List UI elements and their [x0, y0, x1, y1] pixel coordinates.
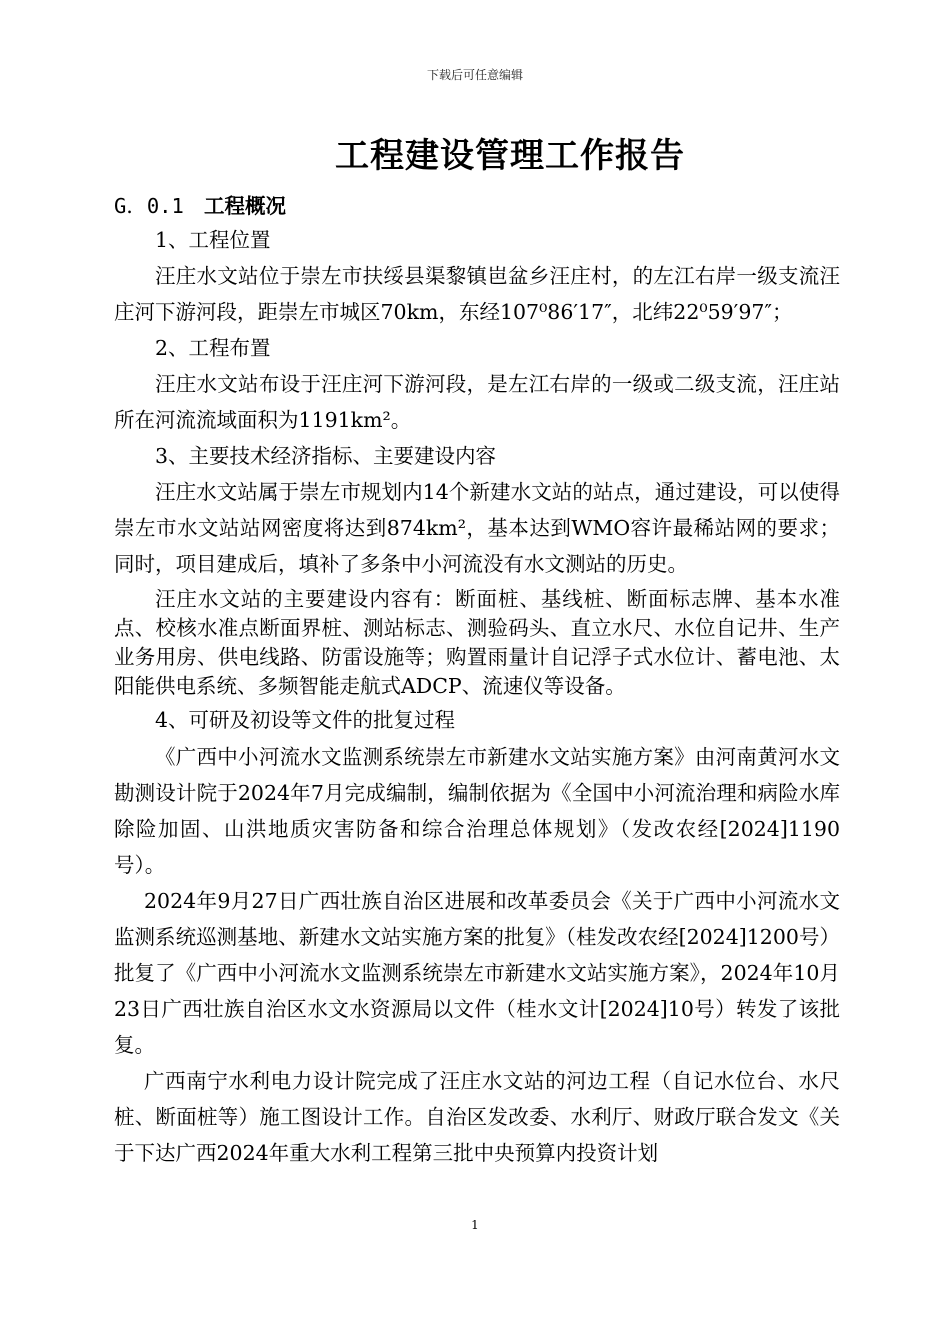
page-header: 下载后可任意编辑 — [426, 68, 523, 82]
paragraph: 2024年9月27日广西壮族自治区进展和改革委员会《关于广西中小河流水文监测系统巡测基地、新建水文站实施方案的批复》（桂发改农经[2024]1200号）批复了《广西中小河流水文监测系统崇左市新建水文站实施方案》，2024年10月23日广西壮族自治区水文水资源局以文件（桂水文计[2024]10号）转发了该批复。 — [114, 889, 840, 1057]
paragraph: 汪庄水文站布设于汪庄河下游河段，是左江右岸的一级或二级支流，汪庄站所在河流流域面积为1191km²。 — [114, 372, 840, 432]
document-title: 工程建设管理工作报告 — [335, 136, 685, 176]
section-number: G．0.1 — [114, 194, 184, 218]
paragraph: 《广西中小河流水文监测系统崇左市新建水文站实施方案》由河南黄河水文勘测设计院于2024年7月完成编制，编制依据为《全国中小河流治理和病险水库除险加固、山洪地质灾害防备和综合治理总体规划》（发改农经[2024]1190号）。 — [114, 745, 840, 877]
document-body — [114, 190, 840, 1171]
paragraph: 广西南宁水利电力设计院完成了汪庄水文站的河边工程（自记水位台、水尺桩、断面桩等）施工图设计工作。自治区发改委、水利厅、财政厅联合发文《关于下达广西2024年重大水利工程第三批中央预算内投资计划 — [114, 1069, 840, 1165]
paragraph: 汪庄水文站属于崇左市规划内14个新建水文站的站点，通过建设，可以使得崇左市水文站站网密度将达到874km²，基本达到WMO容许最稀站网的要求；同时，项目建成后，填补了多条中小河流没有水文测站的历史。 — [114, 480, 840, 576]
item-heading: 3、主要技术经济指标、主要建设内容 — [155, 444, 497, 468]
section-heading — [114, 190, 840, 222]
paragraph: 汪庄水文站的主要建设内容有：断面桩、基线桩、断面标志牌、基本水准点、校核水准点断面界桩、测站标志、测验码头、直立水尺、水位自记井、生产业务用房、供电线路、防雷设施等；购置雨量计自记浮子式水位计、蓄电池、太阳能供电系统、多频智能走航式ADCP、流速仪等设备。 — [114, 587, 840, 698]
item-heading: 1、工程位置 — [155, 228, 271, 252]
section-title: 工程概况 — [204, 194, 286, 218]
item-heading: 2、工程布置 — [155, 336, 271, 360]
page-number: 1 — [471, 1218, 479, 1232]
item-heading: 4、可研及初设等文件的批复过程 — [155, 708, 456, 732]
paragraph: 汪庄水文站位于崇左市扶绥县渠黎镇岜盆乡汪庄村，的左江右岸一级支流汪庄河下游河段，距崇左市城区70km，东经107⁰86′17″，北纬22⁰59′97″； — [114, 264, 840, 324]
